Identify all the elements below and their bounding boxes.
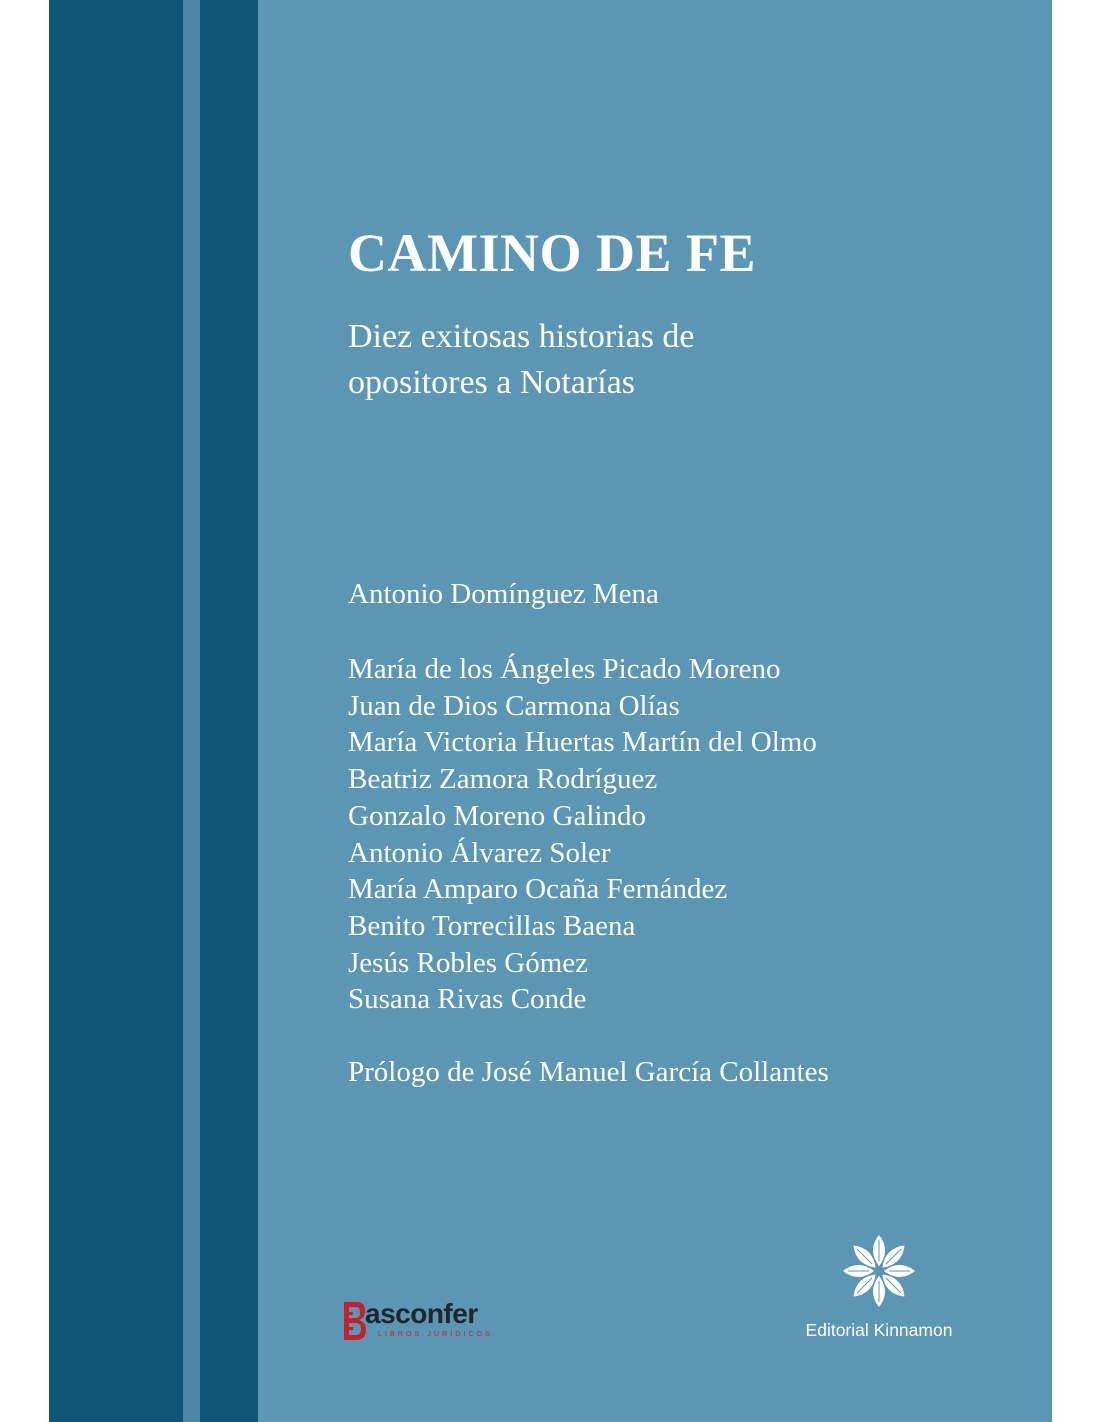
basconfer-tagline: LIBROS JURÍDICOS xyxy=(378,1331,493,1338)
basconfer-logo xyxy=(344,1298,534,1346)
contributor-name: Susana Rivas Conde xyxy=(348,983,587,1016)
contributor-name: María Amparo Ocaña Fernández xyxy=(348,873,728,906)
contributor-name: Gonzalo Moreno Galindo xyxy=(348,799,646,832)
book-subtitle xyxy=(348,314,695,406)
contributor-name: María Victoria Huertas Martín del Olmo xyxy=(348,726,817,759)
contributors-list xyxy=(348,651,817,1018)
contributor-name: Juan de Dios Carmona Olías xyxy=(348,689,680,722)
kinnamon-name: Editorial Kinnamon xyxy=(805,1320,953,1340)
subtitle-line: opositores a Notarías xyxy=(348,364,636,401)
contributor-name: Jesús Robles Gómez xyxy=(348,946,589,979)
contributor-name: Beatriz Zamora Rodríguez xyxy=(348,763,658,796)
left-stripe xyxy=(49,0,183,1422)
main-author: Antonio Domínguez Mena xyxy=(348,578,659,610)
stripe-gap xyxy=(183,0,200,1422)
subtitle-line: Diez exitosas historias de xyxy=(348,318,695,355)
kinnamon-flower-logo-icon xyxy=(840,1232,918,1310)
inner-stripe xyxy=(200,0,258,1422)
contributor-name: María de los Ángeles Picado Moreno xyxy=(348,653,781,685)
book-title: CAMINO DE FE xyxy=(348,223,756,283)
basconfer-b-logo-icon xyxy=(344,1302,366,1340)
book-cover xyxy=(49,0,1052,1422)
kinnamon-logo xyxy=(790,1232,990,1352)
basconfer-name: asconfer xyxy=(365,1298,478,1329)
contributor-name: Antonio Álvarez Soler xyxy=(348,836,611,869)
contributor-name: Benito Torrecillas Baena xyxy=(348,909,636,942)
prologue-credit: Prólogo de José Manuel García Collantes xyxy=(348,1056,829,1088)
